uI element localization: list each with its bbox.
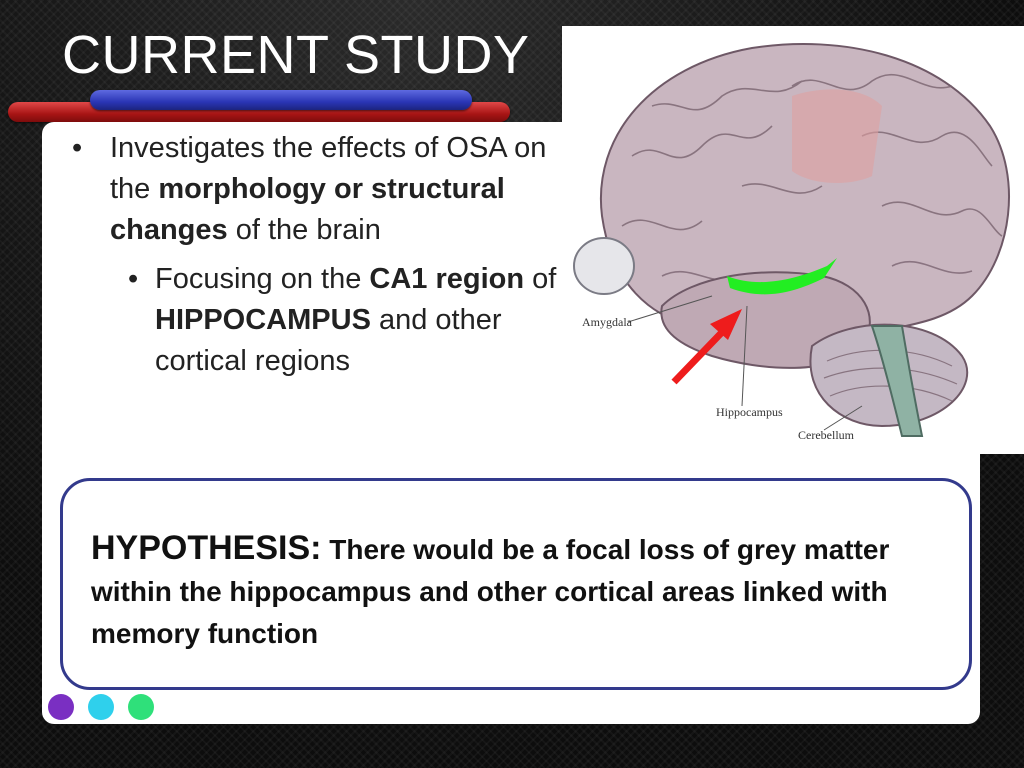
- hypothesis-text: [91, 527, 929, 655]
- amygdala-label: Amygdala: [582, 315, 632, 329]
- slide-title: CURRENT STUDY: [62, 25, 530, 85]
- hippocampus-label: Hippocampus: [716, 405, 783, 419]
- motor-area: [792, 89, 882, 183]
- sub-bullet-item: • Focusing on the CA1 region of HIPPOCAMPUS and other cortical regions: [128, 259, 562, 382]
- cyan-dot-icon: [88, 694, 114, 720]
- bullet-dot-icon: •: [72, 132, 83, 164]
- hypothesis-body: There would be a focal loss of grey matter within the hippocampus and other cortical areas linked with memory function: [91, 534, 890, 649]
- bullet-item: • Investigates the effects of OSA on the morphology or structural changes of the brain: [72, 128, 562, 251]
- brain-figure: [562, 26, 1024, 454]
- eye-shape: [574, 238, 634, 294]
- hypothesis-box: [60, 478, 972, 690]
- cerebellum-label: Cerebellum: [798, 428, 854, 442]
- bullet-dot-icon: •: [128, 263, 139, 295]
- hypothesis-label: HYPOTHESIS:: [91, 529, 322, 567]
- brain-illustration: [562, 26, 1024, 454]
- bullet-list: [72, 128, 562, 382]
- title-underline-blue: [90, 90, 472, 110]
- green-dot-icon: [128, 694, 154, 720]
- purple-dot-icon: [48, 694, 74, 720]
